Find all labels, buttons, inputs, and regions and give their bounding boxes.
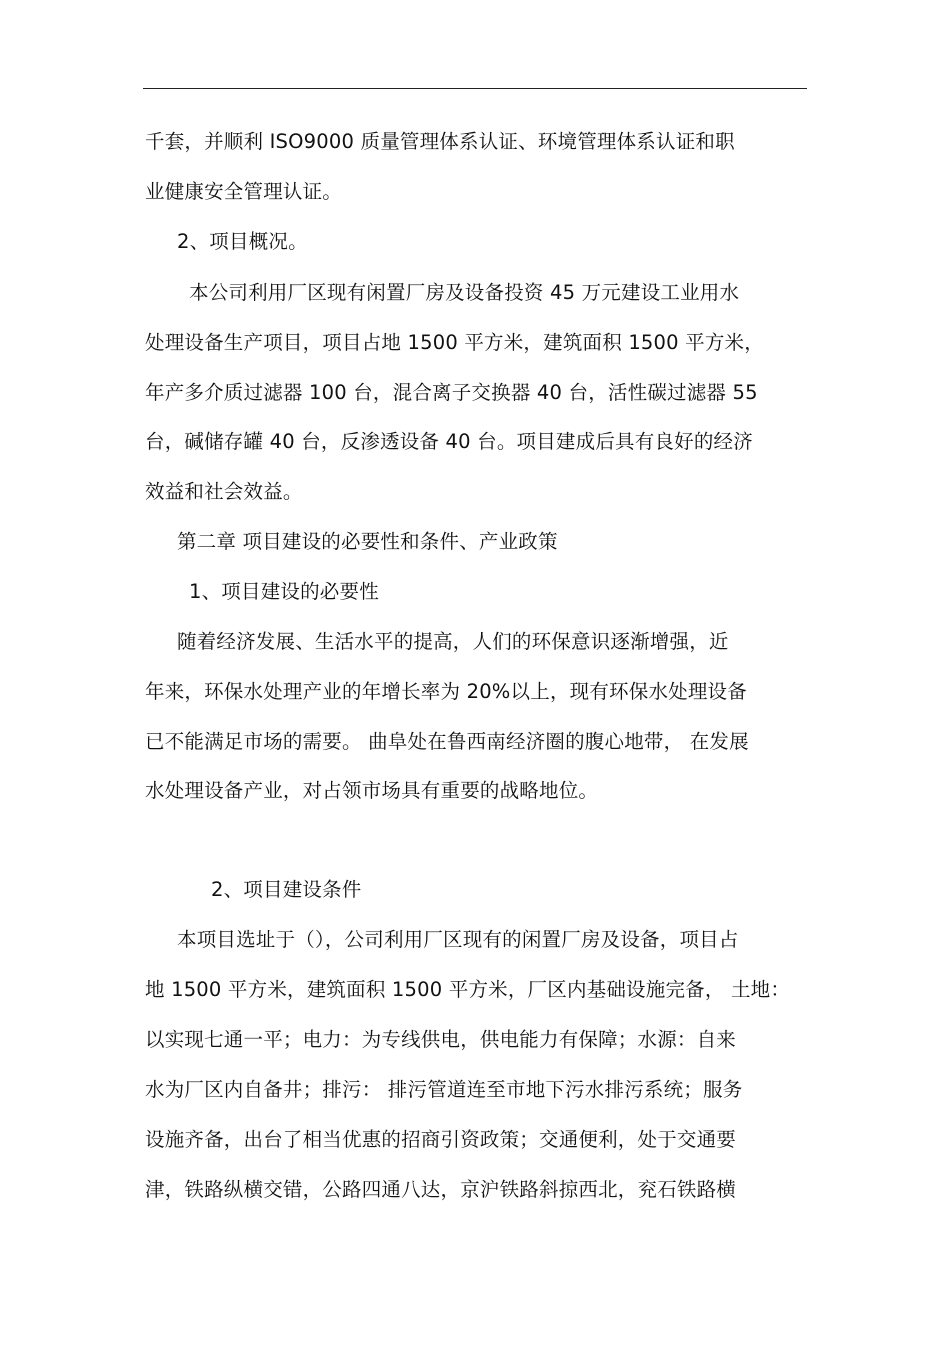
header-rule (143, 88, 807, 89)
text-line: 本公司利用厂区现有闲置厂房及设备投资 45 万元建设工业用水 (189, 281, 740, 304)
text-line: 津，铁路纵横交错，公路四通八达，京沪铁路斜掠西北，兖石铁路横 (145, 1178, 737, 1201)
text-line: 设施齐备，出台了相当优惠的招商引资政策；交通便利，处于交通要 (145, 1128, 737, 1151)
section-heading: 2、项目概况。 (177, 230, 308, 253)
text-line: 水处理设备产业，对占领市场具有重要的战略地位。 (145, 779, 599, 802)
text-line: 已不能满足市场的需要。 曲阜处在鲁西南经济圈的腹心地带， 在发展 (145, 730, 749, 753)
text-line: 台，碱储存罐 40 台，反渗透设备 40 台。项目建成后具有良好的经济 (145, 430, 753, 453)
text-line: 业健康安全管理认证。 (145, 180, 343, 203)
text-line: 效益和社会效益。 (145, 480, 303, 503)
text-line: 年来，环保水处理产业的年增长率为 20%以上，现有环保水处理设备 (145, 680, 747, 703)
section-heading: 2、项目建设条件 (211, 878, 362, 901)
text-line: 水为厂区内自备井；排污： 排污管道连至市地下污水排污系统；服务 (145, 1078, 743, 1101)
text-line: 随着经济发展、生活水平的提高，人们的环保意识逐渐增强，近 (177, 630, 729, 653)
section-heading: 1、项目建设的必要性 (189, 580, 379, 603)
text-line: 地 1500 平方米，建筑面积 1500 平方米，厂区内基础设施完备， 土地： (145, 978, 791, 1001)
text-line: 本项目选址于（），公司利用厂区现有的闲置厂房及设备，项目占 (177, 928, 739, 951)
text-line: 千套，并顺利 ISO9000 质量管理体系认证、环境管理体系认证和职 (145, 130, 735, 153)
chapter-heading: 第二章 项目建设的必要性和条件、产业政策 (177, 530, 558, 553)
text-line: 以实现七通一平；电力：为专线供电，供电能力有保障；水源：自来 (145, 1028, 737, 1051)
text-line: 处理设备生产项目，项目占地 1500 平方米，建筑面积 1500 平方米， (145, 331, 764, 354)
text-line: 年产多介质过滤器 100 台，混合离子交换器 40 台，活性碳过滤器 55 (145, 381, 758, 404)
